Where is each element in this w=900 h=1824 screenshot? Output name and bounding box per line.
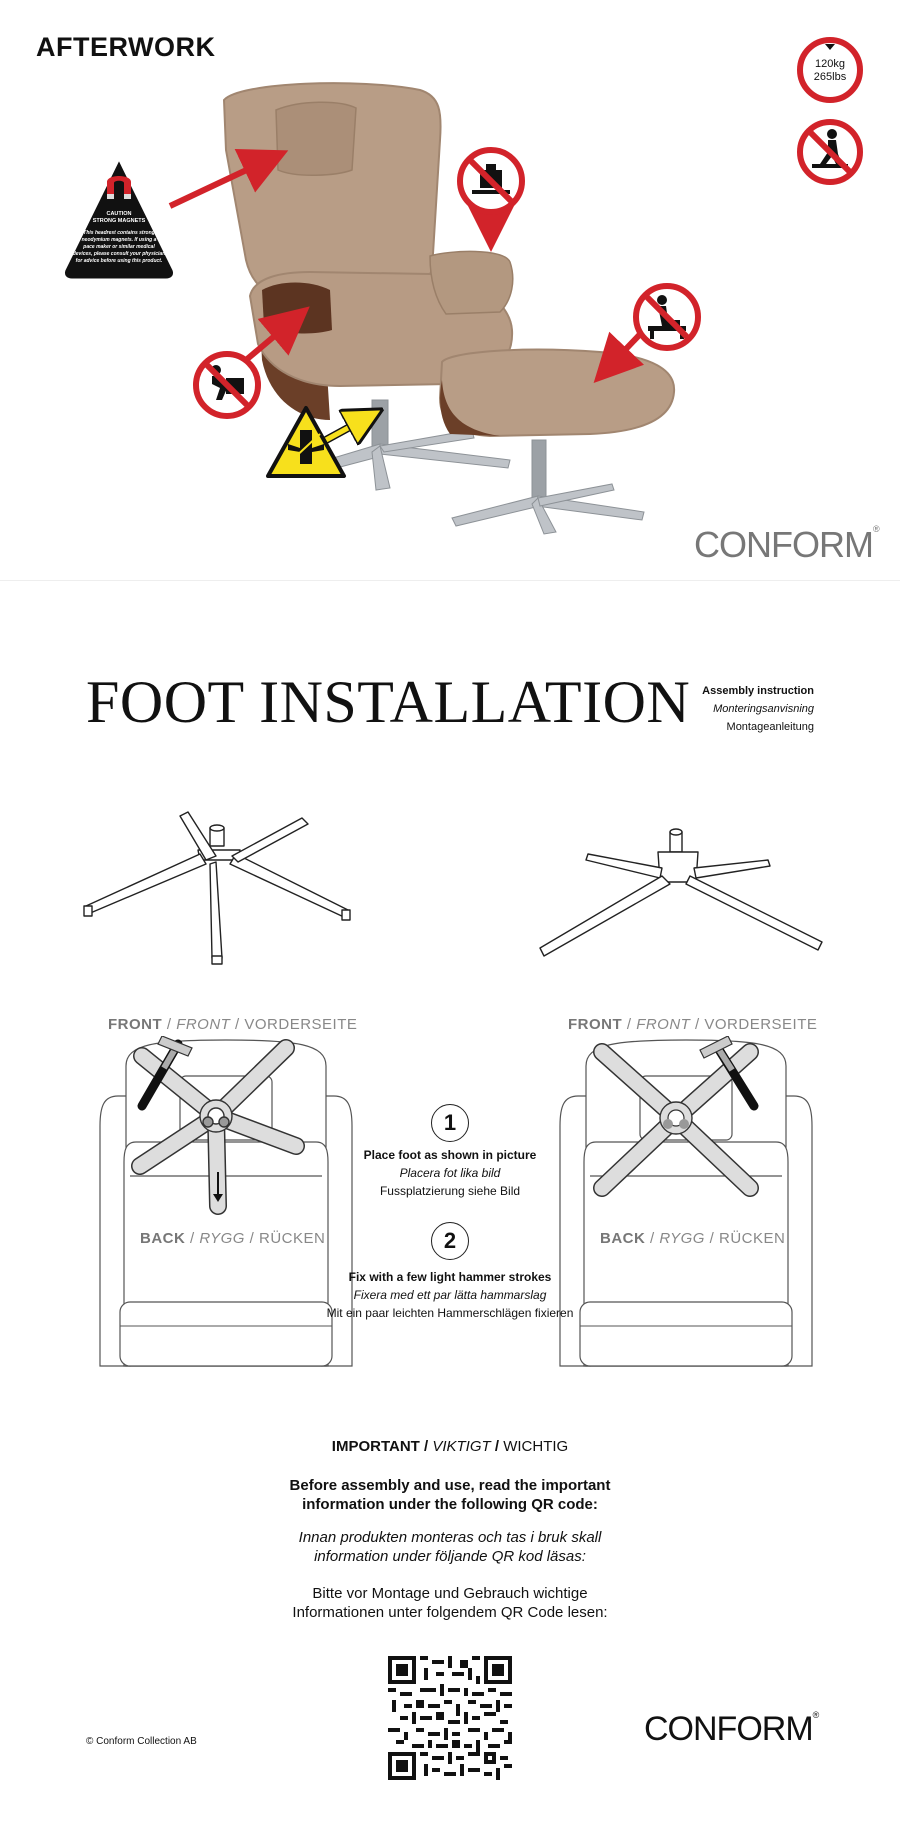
front-label-en: FRONT: [568, 1016, 623, 1033]
magnet-warning-line: This headrest contains strong: [83, 230, 155, 236]
label-separator: /: [626, 1016, 632, 1033]
front-label-sv: FRONT: [176, 1016, 231, 1033]
subtitle-de: Montageanleitung: [726, 721, 814, 733]
arrow-to-headrest: [170, 158, 272, 206]
important-separator: /: [424, 1438, 429, 1455]
step-1-number: 1: [431, 1104, 469, 1142]
info-line: Informationen unter folgendem QR Code lesen:: [292, 1604, 608, 1621]
label-separator: /: [709, 1230, 715, 1247]
info-line: information under the following QR code:: [302, 1496, 598, 1513]
front-label-sv: FRONT: [636, 1016, 691, 1033]
label-separator: /: [166, 1016, 172, 1033]
brand-name: CONFORM: [694, 524, 873, 565]
product-name: AFTERWORK: [36, 32, 216, 62]
weight-limit-kg: 120kg: [815, 58, 845, 70]
brand-mark: ®: [872, 524, 879, 534]
front-label-right: [568, 1016, 817, 1033]
back-label-sv: RYGG: [199, 1230, 245, 1247]
no-weight-icon: [456, 146, 526, 216]
no-standing-icon: [796, 118, 864, 186]
brand-logo-bottom: [644, 1710, 818, 1749]
subtitle-en: Assembly instruction: [702, 685, 814, 697]
title-subheading: [680, 682, 814, 736]
step-2-de: Mit ein paar leichten Hammerschlägen fixieren: [326, 1306, 574, 1320]
step-1-en: Place foot as shown in picture: [363, 1148, 537, 1162]
front-label-en: FRONT: [108, 1016, 163, 1033]
info-line: Bitte vor Montage und Gebrauch wichtige: [312, 1585, 588, 1602]
back-label-sv: RYGG: [659, 1230, 705, 1247]
footstool-top-view-diagram: [556, 1036, 816, 1376]
weight-limit-lbs: 265lbs: [813, 71, 847, 83]
front-label-de: VORDERSEITE: [244, 1016, 358, 1033]
important-separator: /: [494, 1438, 500, 1455]
label-separator: /: [235, 1016, 240, 1033]
warning-arrows: [0, 0, 900, 580]
magnet-warning-line: for advice before using this product.: [75, 258, 163, 264]
back-label-de: RÜCKEN: [719, 1230, 786, 1247]
important-sv: VIKTIGT: [432, 1438, 491, 1455]
step-1-sv: Placera fot lika bild: [399, 1166, 501, 1180]
magnet-warning-subtitle: STRONG MAGNETS: [92, 218, 146, 224]
important-en: IMPORTANT: [331, 1438, 420, 1455]
step-2-sv: Fixera med ett par lätta hammarslag: [353, 1288, 547, 1302]
info-line: Before assembly and use, read the important: [289, 1477, 611, 1494]
label-separator: /: [249, 1230, 255, 1247]
label-separator: /: [695, 1016, 700, 1033]
step-1-de: Fussplatzierung siehe Bild: [379, 1184, 521, 1198]
info-text-sv: [250, 1528, 650, 1566]
info-text-en: [250, 1476, 650, 1514]
front-label-left: [108, 1016, 357, 1033]
back-label-en: BACK: [600, 1230, 646, 1247]
pinch-warning-icon: [264, 404, 348, 480]
no-sitting-icon: [632, 282, 702, 352]
footrest-outline: [580, 1302, 792, 1366]
back-label-right: [598, 1230, 787, 1247]
page-title: FOOT INSTALLATION: [86, 669, 691, 735]
important-heading: [200, 1438, 700, 1455]
step-2-number: 2: [431, 1222, 469, 1260]
weight-limit-label: [805, 58, 855, 84]
info-text-de: [250, 1584, 650, 1622]
subtitle-sv: Monteringsanvisning: [713, 703, 814, 715]
copyright-text: © Conform Collection AB: [86, 1736, 197, 1747]
brand-mark: ®: [812, 1710, 819, 1720]
foot-base-footstool-drawing: [530, 820, 830, 970]
brand-logo-top: [694, 524, 879, 566]
label-separator: /: [650, 1230, 655, 1247]
important-de: WICHTIG: [503, 1438, 569, 1455]
step-2-text: [300, 1268, 600, 1322]
back-label-left: [138, 1230, 327, 1247]
info-line: Innan produkten monteras och tas i bruk skall: [298, 1529, 602, 1546]
no-lifting-icon: [192, 350, 262, 420]
back-label-en: BACK: [140, 1230, 186, 1247]
front-label-de: VORDERSEITE: [704, 1016, 818, 1033]
recliner-top-view-diagram: [96, 1036, 356, 1376]
back-label-de: RÜCKEN: [259, 1230, 326, 1247]
magnet-warning-line: devices, please consult your physician: [72, 251, 166, 257]
foot-base-recliner-drawing: [80, 810, 370, 970]
label-separator: /: [190, 1230, 195, 1247]
brand-name: CONFORM: [644, 1710, 813, 1748]
qr-code[interactable]: [388, 1656, 512, 1780]
magnet-warning-title: CAUTION: [106, 211, 132, 217]
info-line: information under följande QR kod läsas:: [314, 1548, 586, 1565]
magnet-warning-line: pace maker or similar medical: [83, 244, 155, 250]
magnet-warning-line: neodymium magnets. If using a: [81, 237, 157, 243]
step-2-en: Fix with a few light hammer strokes: [348, 1270, 552, 1284]
step-1-text: [300, 1146, 600, 1200]
safety-panel: [0, 0, 900, 581]
